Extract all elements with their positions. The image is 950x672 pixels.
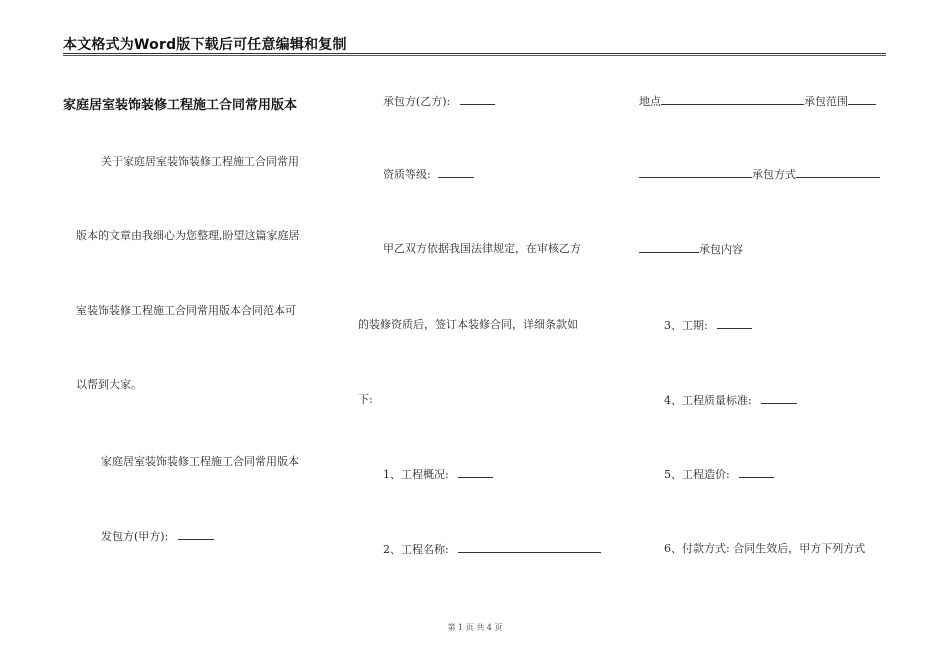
contract-method-line [639, 167, 880, 182]
duration-blank [717, 318, 752, 329]
party-a-line [101, 529, 214, 544]
payment-method-line: 6、付款方式: 合同生效后，甲方下列方式 [664, 542, 866, 555]
location-label: 地点 [639, 95, 661, 108]
contract-method-blank [796, 167, 880, 178]
party-b-line [383, 94, 495, 109]
document-banner: 本文格式为Word版下载后可任意编辑和复制 [63, 37, 347, 53]
party-a-label: 发包方(甲方): [101, 530, 169, 543]
project-overview-blank [458, 467, 493, 478]
quality-standard-label: 4、工程质量标准: [664, 394, 752, 407]
qualification-line [383, 167, 474, 182]
party-a-blank [178, 529, 214, 540]
intro-line-1: 关于家庭居室装饰装修工程施工合同常用 [101, 155, 299, 168]
location-blank [661, 94, 804, 105]
project-cost-blank [739, 467, 774, 478]
contract-method-label: 承包方式 [752, 168, 796, 181]
intro-line-2: 版本的文章由我细心为您整理,盼望这篇家庭居 [76, 229, 300, 242]
quality-standard-line [664, 393, 797, 408]
party-b-label: 承包方(乙方): [383, 95, 451, 108]
duration-label: 3、工期: [664, 319, 708, 332]
location-line [639, 94, 876, 109]
qualification-label: 资质等级: [383, 168, 431, 181]
header-rule-top [63, 53, 886, 54]
agreement-line-3: 下: [358, 393, 373, 406]
contract-heading: 家庭居室装饰装修工程施工合同常用版本 [101, 455, 299, 468]
document-title: 家庭居室装饰装修工程施工合同常用版本 [63, 98, 298, 113]
project-name-label: 2、工程名称: [383, 543, 449, 556]
project-cost-label: 5、工程造价: [664, 468, 730, 481]
agreement-line-1: 甲乙双方依据我国法律规定，在审核乙方 [383, 242, 581, 255]
project-overview-label: 1、工程概况: [383, 468, 449, 481]
project-overview-line [383, 467, 493, 482]
intro-line-4: 以帮到大家。 [76, 378, 142, 391]
page-number: 第 1 页 共 4 页 [447, 623, 503, 632]
project-cost-line [664, 467, 774, 482]
contract-content-line [639, 242, 743, 257]
scope-blank-cont [639, 167, 752, 178]
header-rule-bottom [63, 55, 886, 56]
project-name-line [383, 542, 601, 557]
duration-line [664, 318, 752, 333]
scope-blank [848, 94, 876, 105]
quality-standard-blank [761, 393, 797, 404]
qualification-blank [438, 167, 474, 178]
contract-method-blank-cont [639, 242, 699, 253]
agreement-line-2: 的装修资质后，签订本装修合同，详细条款如 [358, 318, 578, 331]
scope-label: 承包范围 [804, 95, 848, 108]
intro-line-3: 室装饰装修工程施工合同常用版本合同范本可 [76, 304, 296, 317]
contract-content-label: 承包内容 [699, 243, 743, 256]
project-name-blank [458, 542, 601, 553]
party-b-blank [460, 94, 495, 105]
